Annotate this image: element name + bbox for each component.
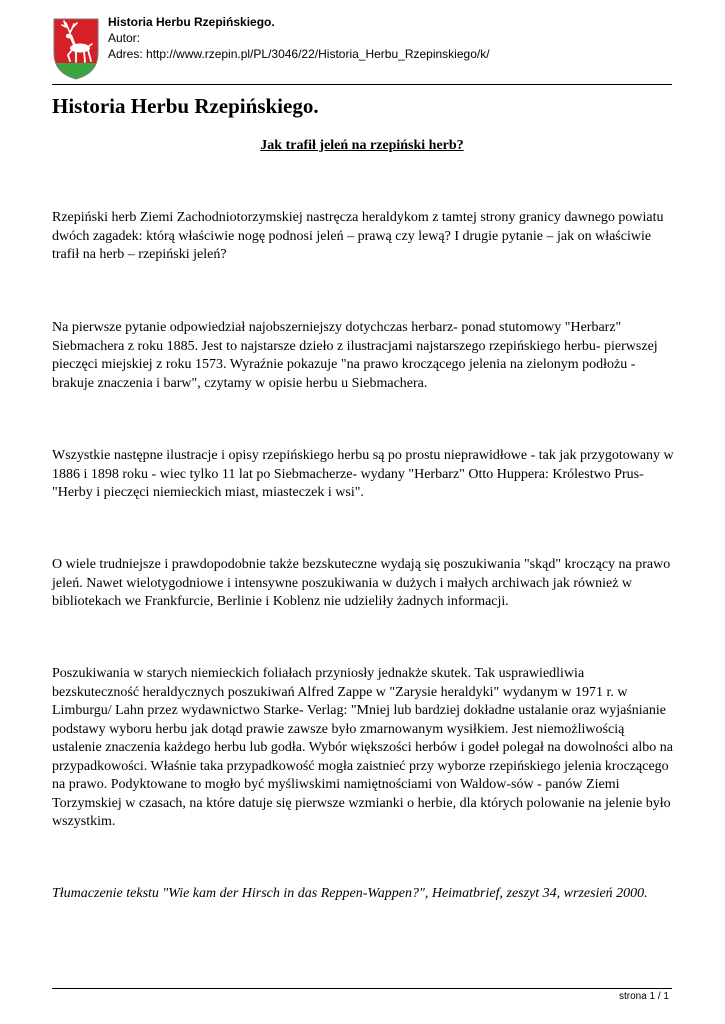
paragraph-1: Rzepiński herb Ziemi Zachodniotorzymskiej nastręcza heraldykom z tamtej strony granicy dawnego powiatu dwóch zagadek: którą właściwie nogę podnosi jeleń – prawą czy lewą? I drugie pytanie – jak on właściwie trafił na herb – rzepiński jeleń? — [52, 210, 664, 262]
document-title: Historia Herbu Rzepińskiego. — [52, 94, 319, 118]
page-number: strona 1 / 1 — [618, 991, 669, 1002]
header-text — [108, 14, 490, 62]
paragraph-2: Na pierwsze pytanie odpowiedział najobszerniejszy dotychczas herbarz- ponad stutomowy "Herbarz" Siebmachera z roku 1885. Jest to najstarsze dzieło z ilustracjami najstarszego rzepińskiego herbu- pierwszej pieczęci miejskiej z roku 1573. Wyraźnie pokazuje "na prawo kroczącego jelenia na zielonym podłożu - brakuje znaczenia i barw", czytamy w opisie herbu u Siebmachera. — [52, 320, 658, 391]
header-author: Autor: — [108, 31, 141, 45]
paragraph-4: O wiele trudniejsze i prawdopodobnie także bezskuteczne wydają się poszukiwania "skąd" kroczący na prawo jeleń. Nawet wielotygodniowe i intensywne poszukiwania w dużych i małych archiwach jak również w bibliotekach we Frankfurcie, Berlinie i Koblenz nie udzieliły żadnych informacji. — [52, 557, 671, 609]
paragraph-5: Poszukiwania w starych niemieckich foliałach przyniosły jednakże skutek. Tak usprawiedliwia bezskuteczność heraldycznych poszukiwań Alfred Zappe w "Zarysie heraldyki" wydanym w 1971 r. w Limburgu/ Lahn przez wydawnictwo Starke- Verlag: "Mniej lub bardziej dokładne ustalanie oraz wyjaśnianie podstawy wyboru herbu jak dotąd prawie zawsze było zmarnowanym wysiłkiem. Jest niemożliwością ustalenie znaczenia każdego herbu lub godła. Wybór większości herbów i godeł polegał na dowolności albo na przypadkowości. Właśnie taka przypadkowość mogła zaistnieć przy wyborze rzepińskiego jelenia kroczącego na prawo. Podyktowane to mogło być myśliwskimi namiętnościami von Waldow-sów - panów Ziemi Torzymskiej w czasach, na które datuje się pierwsze wzmianki o herbie, dla których polowanie na jelenie było wszystkim. — [52, 666, 673, 829]
document-subtitle: Jak trafił jeleń na rzepiński herb? — [260, 138, 464, 153]
page-header — [52, 14, 672, 84]
footer-divider — [52, 988, 672, 989]
header-title: Historia Herbu Rzepińskiego. — [108, 15, 275, 29]
translation-note: Tłumaczenie tekstu "Wie kam der Hirsch in das Reppen-Wappen?", Heimatbrief, zeszyt 34, wrzesień 2000. — [52, 886, 648, 901]
header-address: Adres: http://www.rzepin.pl/PL/3046/22/Historia_Herbu_Rzepinskiego/k/ — [108, 47, 490, 61]
paragraph-3: Wszystkie następne ilustracje i opisy rzepińskiego herbu są po prostu nieprawidłowe - tak jak przygotowany w 1886 i 1898 roku - wiec tylko 11 lat po Siebmacherze- wydany "Herbarz" Otto Huppera: Królestwo Prus- "Herby i pieczęci niemieckich miast, miasteczek i wsi". — [52, 448, 674, 500]
coat-of-arms-icon — [52, 17, 100, 81]
header-divider — [52, 84, 672, 85]
